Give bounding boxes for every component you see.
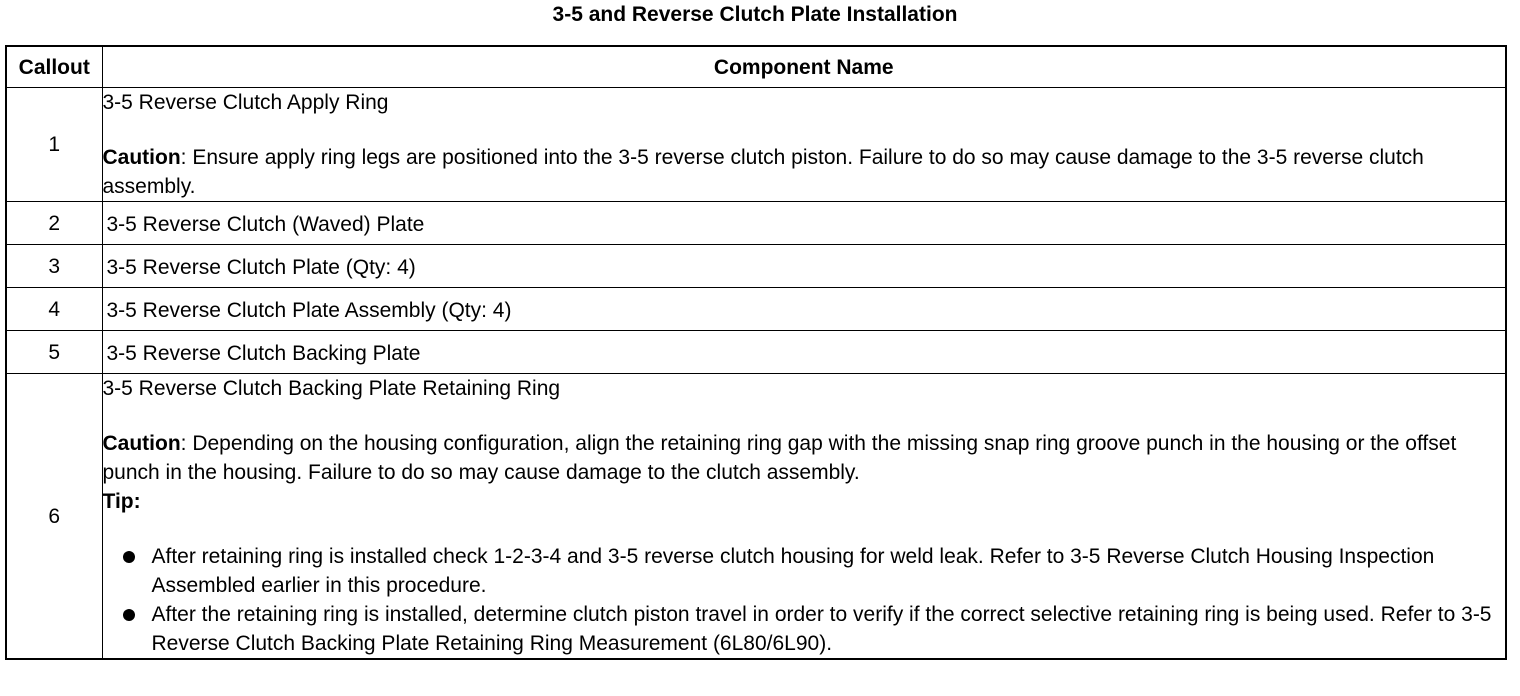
callout-cell: 2 [6,202,102,245]
component-name: 3-5 Reverse Clutch Backing Plate Retaining Ring [102,377,561,400]
tip-text: After retaining ring is installed check 1-2-3-4 and 3-5 reverse clutch housing for weld leak. Refer to 3-5 Reverse Clutch Housing Inspection Assembled earlier in this procedure. [151,545,1435,597]
bullet-icon [123,609,135,621]
table-row [6,374,1506,660]
caution-label: Caution [102,432,181,455]
table-row [6,88,1506,202]
table-header-row [6,46,1506,88]
table-row [6,202,1506,245]
callout-cell: 4 [6,288,102,331]
callout-cell: 5 [6,331,102,374]
component-name: 3-5 Reverse Clutch Plate (Qty: 4) [102,245,1506,288]
component-name-column-header: Component Name [102,46,1506,88]
caution-note [103,429,1506,487]
component-table [5,45,1507,660]
component-name: 3-5 Reverse Clutch Plate Assembly (Qty: 4) [102,288,1506,331]
component-name: 3-5 Reverse Clutch Apply Ring [102,91,389,114]
component-name: 3-5 Reverse Clutch (Waved) Plate [102,202,1506,245]
table-row [6,245,1506,288]
tip-item [103,600,1506,658]
table-row [6,288,1506,331]
callout-cell: 1 [6,88,102,202]
callout-column-header: Callout [6,46,102,88]
component-name-cell [102,374,1506,660]
callout-cell: 3 [6,245,102,288]
page-title: 3-5 and Reverse Clutch Plate Installation [552,3,958,26]
component-name: 3-5 Reverse Clutch Backing Plate [102,331,1506,374]
tip-list [103,542,1506,658]
caution-text: : Depending on the housing configuration, align the retaining ring gap with the missing snap ring groove punch in the housing or the offset punch in the housing. Failure to do so may cause damage to the clutch assembly. [102,432,1457,484]
tip-label: Tip: [102,490,141,513]
table-row [6,331,1506,374]
bullet-icon [123,551,135,563]
caution-text: : Ensure apply ring legs are positioned into the 3-5 reverse clutch piston. Failure to do so may cause damage to the 3-5 reverse clutch assembly. [102,146,1424,198]
callout-cell: 6 [6,374,102,660]
caution-label: Caution [102,146,181,169]
component-name-cell [102,88,1506,202]
tip-text: After the retaining ring is installed, determine clutch piston travel in order to verify if the correct selective retaining ring is being used. Refer to 3-5 Reverse Clutch Backing Plate Retaining Ring Measurement (6L80/6L90). [151,603,1492,655]
tip-item [103,542,1506,600]
caution-note [103,143,1506,201]
